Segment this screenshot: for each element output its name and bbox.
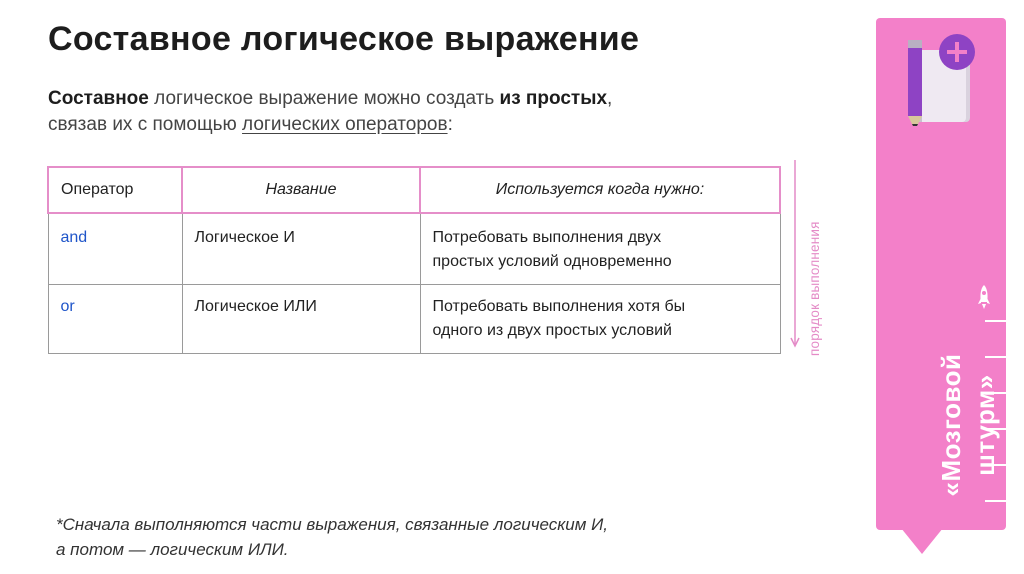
order-label: порядок выполнения	[807, 221, 822, 356]
intro-underlined-operators: логических операторов	[242, 114, 448, 135]
usage-line: простых условий одновременно	[432, 253, 672, 270]
operator-cell: and	[48, 213, 182, 285]
usage-cell	[420, 213, 780, 285]
panel-caption-line: штурм»	[970, 374, 1000, 476]
footnote-line: *Сначала выполняются части выражения, связанные логическим И,	[56, 515, 608, 534]
name-cell: Логическое И	[182, 213, 420, 285]
usage-line: одного из двух простых условий	[432, 322, 672, 339]
header-name: Название	[182, 167, 420, 213]
pencil-book-plus-icon	[900, 30, 980, 126]
header-usage: Используется когда нужно:	[420, 167, 780, 213]
order-arrow-icon	[790, 160, 800, 350]
table-row	[48, 285, 780, 354]
panel-caption-line: «Мозговой	[936, 353, 966, 497]
footnote	[56, 512, 836, 562]
ruler-tick	[985, 320, 1006, 322]
panel-pointer	[901, 528, 943, 554]
header-operator: Оператор	[48, 167, 182, 213]
operators-table	[47, 166, 781, 354]
usage-line: Потребовать выполнения хотя бы	[432, 298, 686, 315]
intro-comma: ,	[607, 88, 613, 109]
intro-text	[48, 86, 808, 138]
table-header-row	[48, 167, 780, 213]
name-cell: Логическое ИЛИ	[182, 285, 420, 354]
operator-cell: or	[48, 285, 182, 354]
usage-cell	[420, 285, 780, 354]
intro-colon: :	[447, 114, 453, 135]
usage-line: Потребовать выполнения двух	[432, 229, 662, 246]
footnote-line: а потом — логическим ИЛИ.	[56, 540, 289, 559]
page-title: Составное логическое выражение	[48, 20, 640, 58]
intro-bold-simple: из простых	[499, 88, 608, 109]
intro-bold-compound: Составное	[48, 88, 149, 109]
table-row	[48, 213, 780, 285]
rocket-icon	[976, 284, 992, 310]
panel-caption	[934, 330, 1002, 520]
intro-text-2: связав их с помощью	[48, 114, 243, 135]
intro-text-1: логическое выражение можно создать	[148, 88, 500, 109]
